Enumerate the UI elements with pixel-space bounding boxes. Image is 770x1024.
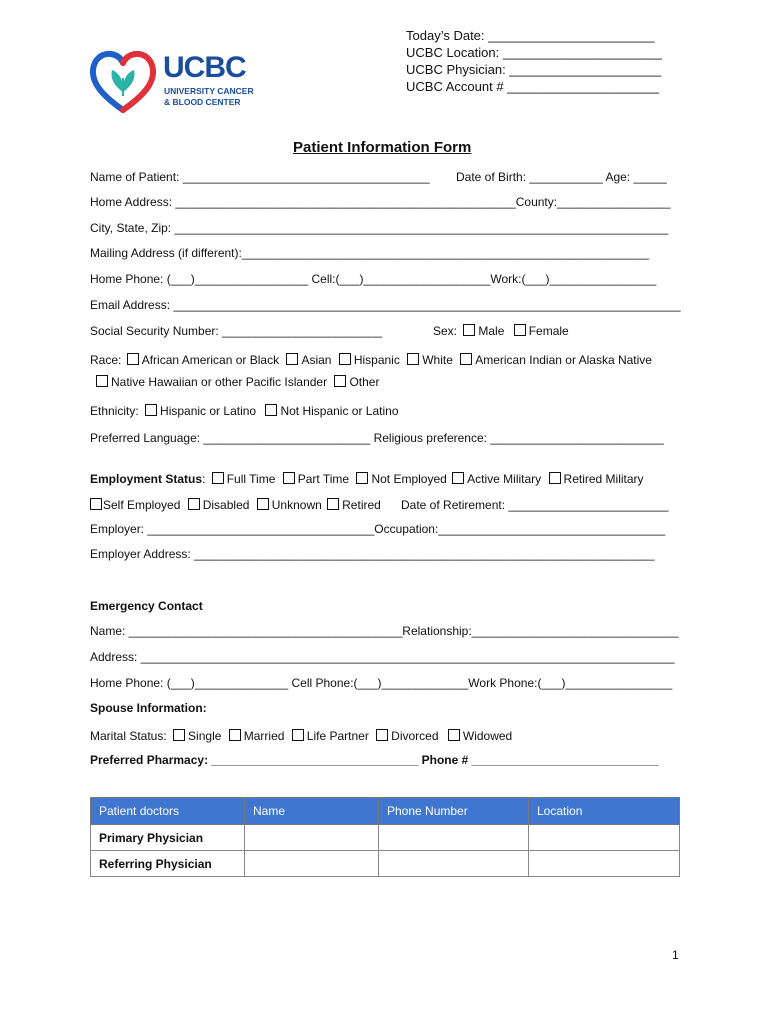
checkbox-single[interactable] <box>173 729 185 741</box>
checkbox-hispanic-latino[interactable] <box>145 404 157 416</box>
option-asian: Asian <box>301 353 332 367</box>
option-self-employed: Self Employed <box>103 498 181 512</box>
checkbox-part-time[interactable] <box>283 472 295 484</box>
option-retired-military: Retired Military <box>563 472 644 486</box>
checkbox-divorced[interactable] <box>376 729 388 741</box>
option-race-other: Other <box>349 375 380 389</box>
ssn-field[interactable]: Social Security Number: ________________________ <box>90 324 383 338</box>
emergency-phones-field[interactable]: Home Phone: (___)______________ Cell Phone:(___)_____________Work Phone:(___)________________ <box>90 676 673 690</box>
option-not-hispanic-latino: Not Hispanic or Latino <box>280 404 399 418</box>
checkbox-white[interactable] <box>407 353 419 365</box>
option-widowed: Widowed <box>462 729 513 743</box>
option-full-time: Full Time <box>226 472 276 486</box>
ucbc-physician-field[interactable]: UCBC Physician: _____________________ <box>406 62 662 77</box>
checkbox-native-hawaiian[interactable] <box>96 375 108 387</box>
cell-referring-name[interactable] <box>245 851 379 877</box>
option-african-american: African American or Black <box>141 353 280 367</box>
option-hispanic-latino: Hispanic or Latino <box>160 404 257 418</box>
race-label: Race: <box>90 353 122 367</box>
cell-primary-name[interactable] <box>245 825 379 851</box>
option-not-employed: Not Employed <box>371 472 447 486</box>
checkbox-race-other[interactable] <box>334 375 346 387</box>
option-married: Married <box>243 729 285 743</box>
checkbox-widowed[interactable] <box>448 729 460 741</box>
language-religion-field[interactable]: Preferred Language: _________________________ Religious preference: __________________________ <box>90 431 664 445</box>
option-single: Single <box>188 729 222 743</box>
option-female: Female <box>528 324 569 338</box>
dob-age-field[interactable]: Date of Birth: ___________ Age: _____ <box>456 170 667 184</box>
todays-date-field[interactable]: Today’s Date: _______________________ <box>406 28 655 43</box>
option-native-hawaiian: Native Hawaiian or other Pacific Islander <box>111 375 328 389</box>
sex-group <box>433 324 569 338</box>
checkbox-life-partner[interactable] <box>292 729 304 741</box>
emergency-address-field[interactable]: Address: ________________________________________________________________________________ <box>90 650 675 664</box>
checkbox-female[interactable] <box>514 324 526 336</box>
employer-address-field[interactable]: Employer Address: _____________________________________________________________________ <box>90 547 655 561</box>
option-unknown: Unknown <box>271 498 322 512</box>
date-of-retirement-field[interactable]: Date of Retirement: ________________________ <box>401 498 669 512</box>
option-american-indian: American Indian or Alaska Native <box>475 353 652 367</box>
sex-label: Sex: <box>433 324 458 338</box>
col-patient-doctors: Patient doctors <box>91 798 245 825</box>
checkbox-male[interactable] <box>463 324 475 336</box>
logo-line1: UNIVERSITY CANCER <box>164 86 254 96</box>
employment-label: Employment Status <box>90 472 203 486</box>
col-name: Name <box>245 798 379 825</box>
checkbox-american-indian[interactable] <box>460 353 472 365</box>
checkbox-active-military[interactable] <box>452 472 464 484</box>
city-state-zip-field[interactable]: City, State, Zip: __________________________________________________________________________ <box>90 221 669 235</box>
col-location: Location <box>529 798 680 825</box>
home-address-field[interactable]: Home Address: ___________________________________________________County:_________________ <box>90 195 671 209</box>
option-divorced: Divorced <box>391 729 439 743</box>
checkbox-asian[interactable] <box>286 353 298 365</box>
col-phone-number: Phone Number <box>379 798 529 825</box>
option-life-partner: Life Partner <box>306 729 369 743</box>
cell-primary-location[interactable] <box>529 825 680 851</box>
table-header-row <box>91 798 680 825</box>
page-number: 1 <box>672 948 679 962</box>
emergency-contact-heading: Emergency Contact <box>90 599 203 613</box>
option-active-military: Active Military <box>467 472 542 486</box>
ethnicity-label: Ethnicity: <box>90 404 139 418</box>
row-primary-physician: Primary Physician <box>91 825 245 851</box>
option-part-time: Part Time <box>297 472 350 486</box>
employment-row-2 <box>90 498 381 512</box>
cell-referring-location[interactable] <box>529 851 680 877</box>
patient-name-field[interactable]: Name of Patient: _____________________________________ <box>90 170 430 184</box>
form-title: Patient Information Form <box>293 139 472 156</box>
ucbc-location-field[interactable]: UCBC Location: ______________________ <box>406 45 662 60</box>
marital-group <box>90 729 512 743</box>
race-row-1 <box>90 353 652 367</box>
employer-occupation-field[interactable]: Employer: __________________________________Occupation:__________________________________ <box>90 522 666 536</box>
ethnicity-group <box>90 404 399 418</box>
checkbox-full-time[interactable] <box>212 472 224 484</box>
table-row <box>91 851 680 877</box>
ucbc-logo <box>90 48 260 118</box>
race-row-2 <box>96 375 379 389</box>
checkbox-hispanic[interactable] <box>339 353 351 365</box>
checkbox-married[interactable] <box>229 729 241 741</box>
employment-row-1 <box>90 472 644 486</box>
emergency-name-field[interactable]: Name: _________________________________________Relationship:_______________________________ <box>90 624 679 638</box>
option-disabled: Disabled <box>202 498 250 512</box>
cell-primary-phone[interactable] <box>379 825 529 851</box>
option-male: Male <box>478 324 505 338</box>
checkbox-retired[interactable] <box>327 498 339 510</box>
spouse-heading: Spouse Information: <box>90 701 207 715</box>
option-retired: Retired <box>342 498 381 512</box>
mailing-address-field[interactable]: Mailing Address (if different):_____________________________________________________________ <box>90 246 649 260</box>
option-white: White <box>422 353 453 367</box>
option-hispanic: Hispanic <box>353 353 400 367</box>
patient-doctors-table <box>90 797 680 877</box>
checkbox-unknown[interactable] <box>257 498 269 510</box>
email-field[interactable]: Email Address: ____________________________________________________________________________ <box>90 298 681 312</box>
checkbox-not-employed[interactable] <box>356 472 368 484</box>
preferred-pharmacy-field[interactable]: Preferred Pharmacy: _______________________________ Phone # ____________________________ <box>90 753 659 767</box>
row-referring-physician: Referring Physician <box>91 851 245 877</box>
checkbox-self-employed[interactable] <box>90 498 102 510</box>
phones-field[interactable]: Home Phone: (___)_________________ Cell:(___)___________________Work:(___)________________ <box>90 272 657 286</box>
logo-brand: UCBC <box>163 51 246 84</box>
marital-label: Marital Status: <box>90 729 167 743</box>
employment-colon: : <box>202 472 206 486</box>
heart-logo-icon <box>90 48 156 116</box>
logo-line2: & BLOOD CENTER <box>164 97 241 107</box>
checkbox-disabled[interactable] <box>188 498 200 510</box>
ucbc-account-field[interactable]: UCBC Account # _____________________ <box>406 79 659 94</box>
checkbox-african-american[interactable] <box>127 353 139 365</box>
table-row <box>91 825 680 851</box>
cell-referring-phone[interactable] <box>379 851 529 877</box>
checkbox-retired-military[interactable] <box>549 472 561 484</box>
checkbox-not-hispanic-latino[interactable] <box>265 404 277 416</box>
